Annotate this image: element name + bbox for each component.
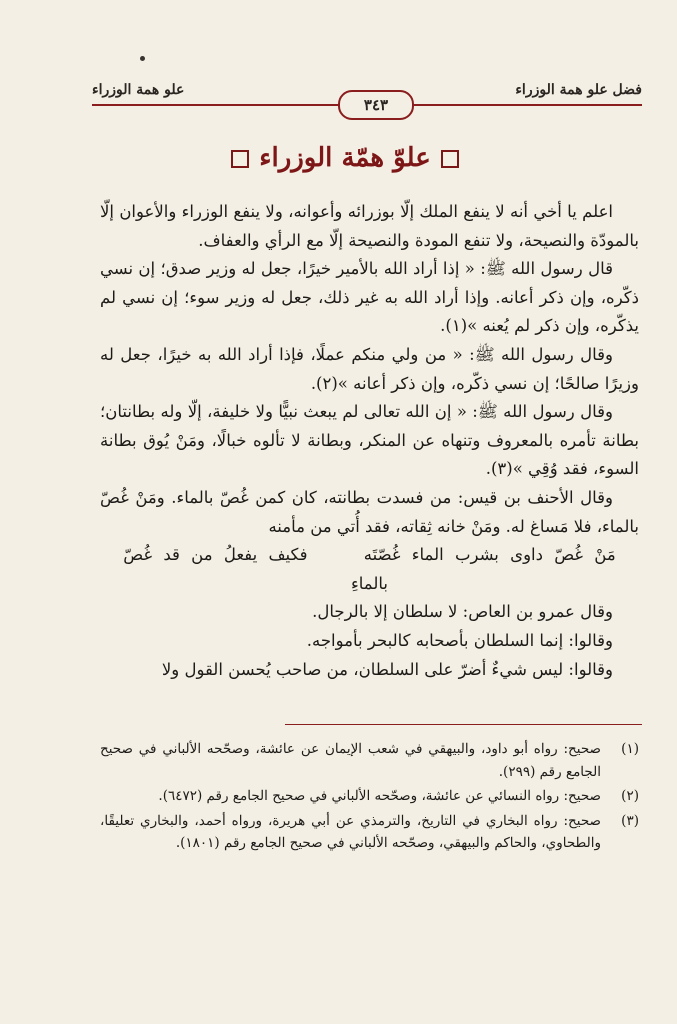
square-ornament-icon xyxy=(441,150,459,168)
paragraph: وقال الأحنف بن قيس: من فسدت بطانته، كان كمن غُصّ بالماء. ومَنْ غُصّ بالماء، فلا مَساغ له. ومَنْ خانه ثِقاته، فقد أُتي من مأمنه xyxy=(100,487,639,536)
footnote xyxy=(100,810,639,855)
body-text xyxy=(100,198,639,684)
header-chapter-title: علو همة الوزراء xyxy=(92,82,185,98)
paragraph: وقالوا: إنما السلطان بأصحابه كالبحر بأمواجه. xyxy=(306,630,613,650)
poetry-verse xyxy=(100,541,639,598)
page-number: ٣٤٣ xyxy=(338,90,414,120)
footnote xyxy=(100,738,639,783)
footnote-number: (٣) xyxy=(621,812,639,829)
footnote-number: (٢) xyxy=(621,788,639,804)
footnote-number: (١) xyxy=(621,741,639,757)
footnote-text: صحيح: رواه النسائي عن عائشة، وصحّحه الألباني في صحيح الجامع رقم (٦٤٧٢). xyxy=(158,788,601,804)
paragraph: وقالوا: ليس شيءٌ أضرّ على السلطان، من صاحب يُحسن القول ولا xyxy=(161,659,613,679)
verse-second-hemistich: فكيف يفعلُ من قد غُصّ بالماءِ xyxy=(123,545,388,593)
verse-first-hemistich: مَنْ غُصّ داوى بشرب الماء غُصّتَه xyxy=(363,545,616,565)
paragraph: وقال رسول الله ﷺ: « من ولي منكم عملًا، فإذا أراد الله به خيرًا، جعل له وزيرًا صالحًا؛ إن نسي ذكّره، وإن ذكر أعانه »(٢). xyxy=(100,344,639,393)
footnote-divider xyxy=(285,724,642,725)
paragraph: اعلم يا أخي أنه لا ينفع الملك إلّا بوزرائه وأعوانه، ولا ينفع الوزراء والأعوان إلّا بالمودّة والنصيحة، ولا تنفع المودة والنصيحة إلّا مع الرأي والعفاف. xyxy=(100,202,639,250)
paragraph: وقال عمرو بن العاص: لا سلطان إلا بالرجال. xyxy=(312,602,613,622)
paragraph: قال رسول الله ﷺ: « إذا أراد الله بالأمير خيرًا، جعل له وزير صدق؛ إن نسي ذكّره، وإن ذكر أعانه. وإذا أراد الله به غير ذلك، جعل له وزير سوء؛ إن نسي لم يذكّره، وإن ذكر لم يُعنه »(١). xyxy=(100,259,639,336)
header-section-title: فضل علو همة الوزراء xyxy=(515,82,642,98)
footnote xyxy=(100,785,639,808)
footnote-text: صحيح: رواه أبو داود، والبيهقي في شعب الإيمان عن عائشة، وصحّحه الألباني في صحيح الجامع رقم (٢٩٩). xyxy=(100,741,601,780)
chapter-title xyxy=(200,138,490,178)
footnotes xyxy=(100,738,639,857)
paragraph: وقال رسول الله ﷺ: « إن الله تعالى لم يبعث نبيًّا ولا خليفة، إلّا وله بطانتان؛ بطانة تأمره بالمعروف وتنهاه عن المنكر، وبطانة لا تألوه خبالًا، ومَنْ يُوق بطانة السوء، فقد وُقِي »(٣). xyxy=(100,402,639,479)
chapter-title-text: علوّ همّة الوزراء xyxy=(259,143,431,173)
ink-dot xyxy=(140,56,145,61)
square-ornament-icon xyxy=(231,150,249,168)
footnote-text: صحيح: رواه البخاري في التاريخ، والترمذي عن أبي هريرة، ورواه أحمد، والبخاري تعليقًا، والطحاوي، والحاكم والبيهقي، وصحّحه الألباني في صحيح الجامع رقم (١٨٠١). xyxy=(100,812,601,851)
